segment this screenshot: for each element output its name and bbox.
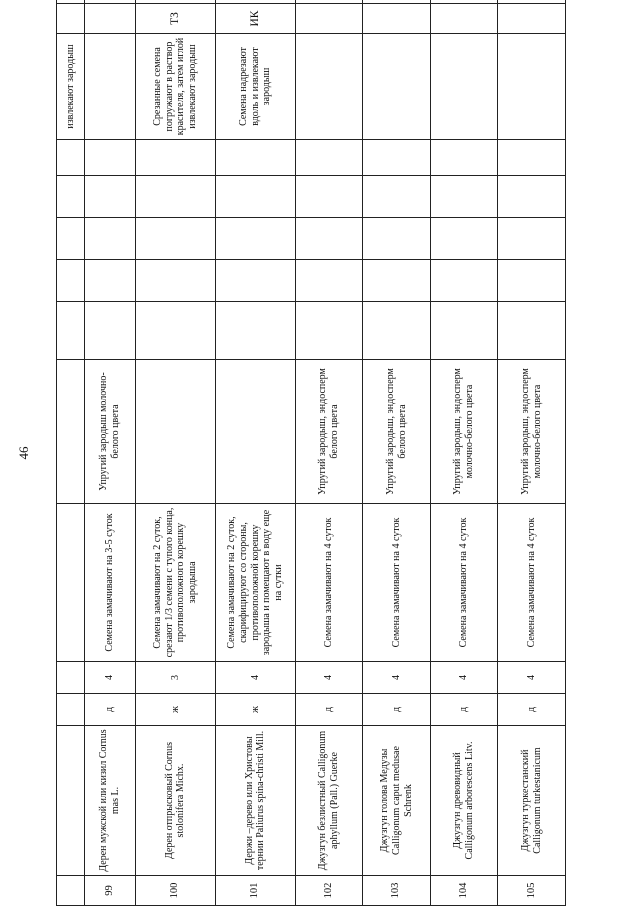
table-cell — [57, 504, 85, 662]
table-cell — [295, 302, 363, 360]
row-number: 101 — [215, 876, 295, 906]
table-cell — [295, 260, 363, 302]
species-name: Дерен мужской или кизил Cornus mas L. — [85, 726, 136, 876]
rotated-table-container — [56, 10, 566, 906]
table-cell — [215, 218, 295, 260]
seed-type: д — [430, 694, 498, 726]
preparation-method: Семена замачивают на 4 суток — [295, 504, 363, 662]
soak-days: 3 — [135, 662, 215, 694]
soak-days: 4 — [498, 662, 566, 694]
preparation-method: Семена замачивают на 2 суток, срезают 1/3 семени с тупого конца, противоположного корешку зародыша — [135, 504, 215, 662]
preparation-method: Семена замачивают на 3-5 суток — [85, 504, 136, 662]
table-cell — [135, 302, 215, 360]
table-cell — [363, 176, 431, 218]
row-number: 105 — [498, 876, 566, 906]
test-code — [363, 4, 431, 34]
table-cell — [57, 876, 85, 906]
page-number: 46 — [16, 446, 31, 460]
table-cell — [57, 260, 85, 302]
test-procedure — [430, 34, 498, 140]
table-cell — [430, 140, 498, 176]
seed-type: ж — [135, 694, 215, 726]
row-number: 99 — [85, 876, 136, 906]
table-cell — [85, 218, 136, 260]
soak-days: 4 — [363, 662, 431, 694]
table-cell — [363, 260, 431, 302]
preparation-method: Семена замачивают на 4 суток — [498, 504, 566, 662]
table-cell — [57, 140, 85, 176]
test-count — [135, 0, 215, 4]
species-name: Держи –дерево или Христовы тернии Paliurus spina-christi Mill. — [215, 726, 295, 876]
table-cell — [498, 302, 566, 360]
table-cell — [57, 4, 85, 34]
table-cell — [363, 218, 431, 260]
table-cell — [135, 140, 215, 176]
table-cell — [295, 176, 363, 218]
table-cell — [57, 218, 85, 260]
species-name: Джузгун туркестанский Calligonum turkestanicum — [498, 726, 566, 876]
table-cell — [498, 218, 566, 260]
test-code — [430, 4, 498, 34]
table-cell — [295, 218, 363, 260]
table-row — [295, 0, 363, 906]
test-count — [430, 0, 498, 4]
table-cell — [430, 302, 498, 360]
embryo-description: Упругий зародыш молочно-белого цвета — [85, 360, 136, 504]
row-number: 100 — [135, 876, 215, 906]
soak-days: 4 — [215, 662, 295, 694]
table-row — [135, 0, 215, 906]
preparation-method: Семена замачивают на 4 суток — [430, 504, 498, 662]
table-cell — [57, 694, 85, 726]
soak-days: 4 — [85, 662, 136, 694]
table-cell — [363, 302, 431, 360]
seed-type: д — [363, 694, 431, 726]
test-code: ТЗ — [135, 4, 215, 34]
table-cell — [135, 218, 215, 260]
table-cell — [498, 176, 566, 218]
test-code — [85, 4, 136, 34]
soak-days: 4 — [295, 662, 363, 694]
species-name: Джузгун голова Медузы Calligonum caput medusae Schrenk — [363, 726, 431, 876]
embryo-description: Упругий зародыш, эндосперм молочно-белого цвета — [430, 360, 498, 504]
table-cell — [85, 302, 136, 360]
seed-viability-table — [56, 0, 566, 906]
table-cell — [498, 260, 566, 302]
row-number: 102 — [295, 876, 363, 906]
seed-type: д — [498, 694, 566, 726]
test-count — [498, 0, 566, 4]
species-name: Джузгун безлистный Calligonum aphyllum (Pall.) Guerke — [295, 726, 363, 876]
embryo-description: Упругий зародыш, эндосперм белого цвета — [295, 360, 363, 504]
test-code — [295, 4, 363, 34]
header-continuation-text: извлекают зародыш — [57, 34, 85, 140]
test-procedure — [498, 34, 566, 140]
table-cell — [57, 726, 85, 876]
embryo-description — [135, 360, 215, 504]
test-count — [215, 0, 295, 4]
preparation-method: Семена замачивают на 2 суток, скарифицируют со стороны, противоположной корешку зародыша и помещают в воду еще на сутки — [215, 504, 295, 662]
embryo-description — [215, 360, 295, 504]
table-cell — [430, 176, 498, 218]
table-cell — [430, 260, 498, 302]
test-count — [363, 0, 431, 4]
test-procedure: Срезанные семена погружают в раствор красителя, затем иглой извлекают зародыш — [135, 34, 215, 140]
test-code: ИК — [215, 4, 295, 34]
row-number: 103 — [363, 876, 431, 906]
table-cell — [363, 140, 431, 176]
table-row — [215, 0, 295, 906]
table-cell — [57, 0, 85, 4]
table-cell — [57, 176, 85, 218]
embryo-description: Упругий зародыш, эндосперм белого цвета — [363, 360, 431, 504]
table-header-row — [57, 0, 85, 906]
row-number: 104 — [430, 876, 498, 906]
table-cell — [215, 140, 295, 176]
table-cell — [498, 140, 566, 176]
test-procedure: Семена надрезают вдоль и извлекают зародыш — [215, 34, 295, 140]
table-cell — [57, 360, 85, 504]
table-cell — [135, 260, 215, 302]
seed-type: д — [85, 694, 136, 726]
test-procedure — [85, 34, 136, 140]
seed-type: д — [295, 694, 363, 726]
seed-type: ж — [215, 694, 295, 726]
test-procedure — [295, 34, 363, 140]
table-cell — [85, 140, 136, 176]
test-count — [85, 0, 136, 4]
test-code — [498, 4, 566, 34]
table-cell — [215, 260, 295, 302]
species-name: Дерен отпрысковый Cornus stolonifera Michx. — [135, 726, 215, 876]
test-count — [295, 0, 363, 4]
table-cell — [430, 218, 498, 260]
table-cell — [85, 176, 136, 218]
table-cell — [57, 662, 85, 694]
table-row — [85, 0, 136, 906]
table-cell — [215, 302, 295, 360]
table-cell — [85, 260, 136, 302]
table-cell — [215, 176, 295, 218]
embryo-description: Упругий зародыш, эндосперм молочно-белого цвета — [498, 360, 566, 504]
preparation-method: Семена замачивают на 4 суток — [363, 504, 431, 662]
table-cell — [295, 140, 363, 176]
table-cell — [57, 302, 85, 360]
soak-days: 4 — [430, 662, 498, 694]
table-row — [498, 0, 566, 906]
species-name: Джузгун древовидный Calligonum arborescens Litv. — [430, 726, 498, 876]
test-procedure — [363, 34, 431, 140]
table-row — [363, 0, 431, 906]
table-row — [430, 0, 498, 906]
table-cell — [135, 176, 215, 218]
